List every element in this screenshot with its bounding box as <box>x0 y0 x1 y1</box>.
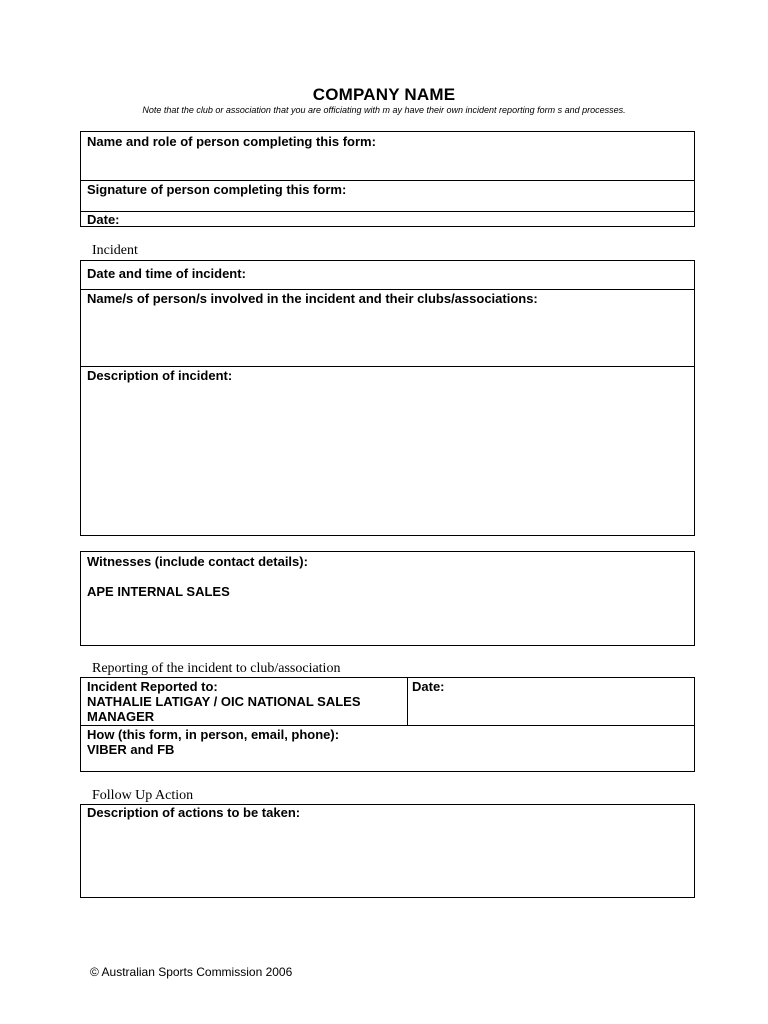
reported-to-row <box>81 678 694 725</box>
reported-to-label: Incident Reported to: <box>87 679 218 694</box>
witnesses-value: APE INTERNAL SALES <box>87 584 230 599</box>
persons-involved-label: Name/s of person/s involved in the incident and their clubs/associations: <box>87 291 538 306</box>
page-title: COMPANY NAME <box>312 85 456 104</box>
incident-section-label: Incident <box>92 243 138 258</box>
person-details-box <box>80 131 695 227</box>
actions-label: Description of actions to be taken: <box>87 805 301 820</box>
date-time-label: Date and time of incident: <box>87 266 246 281</box>
persons-involved-row[interactable] <box>81 289 694 367</box>
incident-box <box>80 260 695 536</box>
how-value: VIBER and FB <box>87 742 175 757</box>
footer-copyright: © Australian Sports Commission 2006 <box>90 965 293 979</box>
reporting-box <box>80 677 695 772</box>
how-label: How (this form, in person, email, phone): <box>87 727 340 742</box>
header-note: Note that the club or association that you are officiating with m ay have their own incident reporting form s and processes. <box>142 105 626 115</box>
date-time-row[interactable] <box>81 261 694 289</box>
name-role-row[interactable] <box>81 132 694 180</box>
signature-label: Signature of person completing this form: <box>87 182 347 197</box>
date-row[interactable] <box>81 211 694 227</box>
description-label: Description of incident: <box>87 368 233 383</box>
date-label: Date: <box>87 212 120 227</box>
witnesses-box[interactable] <box>80 551 695 646</box>
follow-up-section-label: Follow Up Action <box>92 788 194 803</box>
name-role-label: Name and role of person completing this form: <box>87 134 376 149</box>
reporting-section-label: Reporting of the incident to club/association <box>92 661 341 676</box>
reported-to-value[interactable]: NATHALIE LATIGAY / OIC NATIONAL SALES MANAGER <box>87 694 361 724</box>
description-row[interactable] <box>81 366 694 535</box>
witnesses-label: Witnesses (include contact details): <box>87 554 308 569</box>
reporting-divider <box>407 678 408 725</box>
reporting-date-label[interactable]: Date: <box>412 679 445 694</box>
signature-row[interactable] <box>81 180 694 211</box>
how-row[interactable] <box>81 725 694 771</box>
follow-up-box[interactable] <box>80 804 695 898</box>
